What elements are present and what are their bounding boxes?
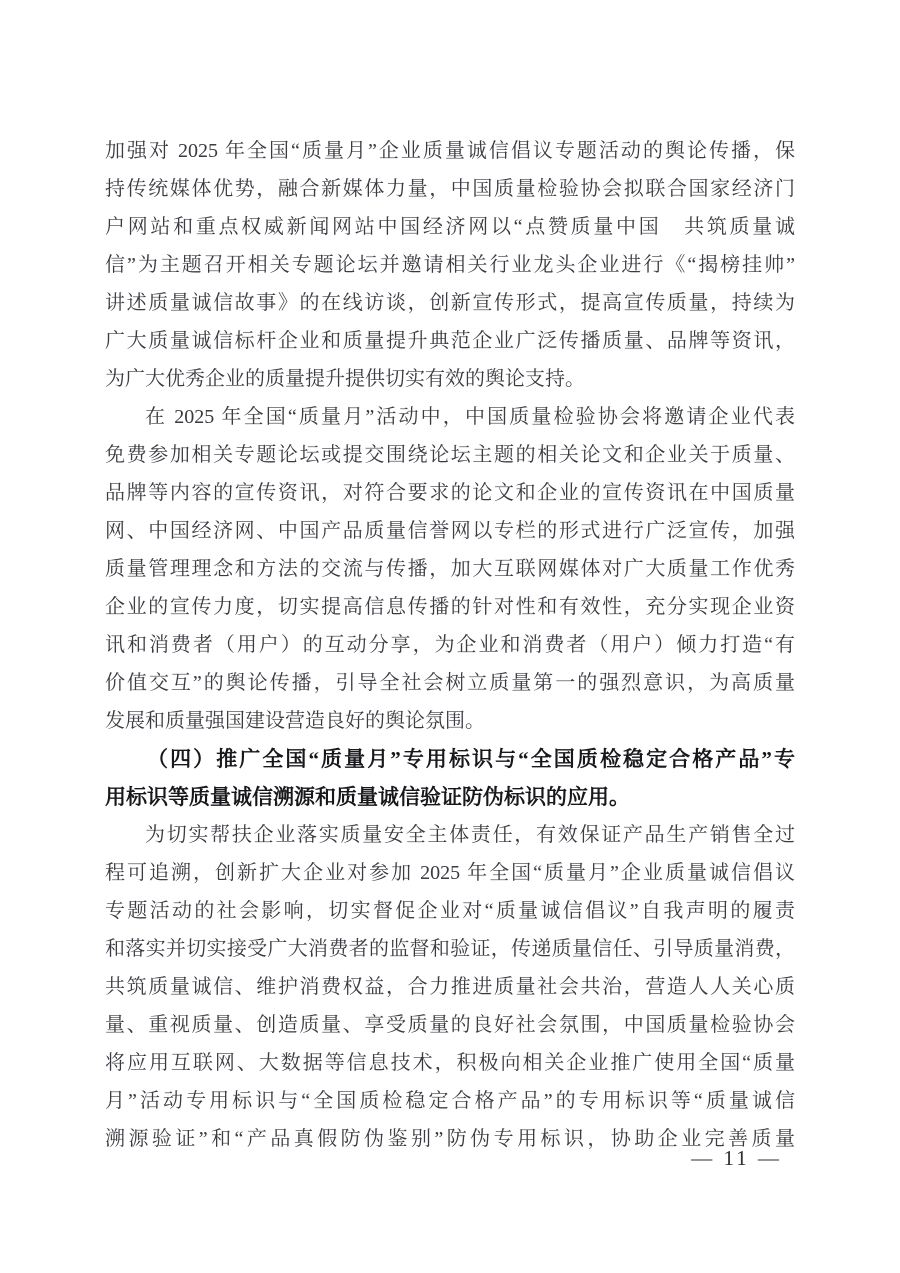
text-block <box>105 132 795 1158</box>
text-line: 广大质量诚信标杆企业和质量提升典范企业广泛传播质量、品牌等资讯， <box>105 330 795 352</box>
heading-section-4 <box>105 740 795 816</box>
text-line: 专题活动的社会影响，切实督促企业对“质量诚信倡议”自我声明的履责 <box>105 900 795 922</box>
text-line: 量、重视质量、创造质量、享受质量的良好社会氛围，中国质量检验协会 <box>105 1014 795 1036</box>
text-line: 将应用互联网、大数据等信息技术，积极向相关企业推广使用全国“质量 <box>105 1052 795 1074</box>
text-line: 加强对 2025 年全国“质量月”企业质量诚信倡议专题活动的舆论传播，保 <box>105 140 795 162</box>
text-line: 讯和消费者（用户）的互动分享，为企业和消费者（用户）倾力打造“有 <box>105 634 795 656</box>
text-line: 和落实并切实接受广大消费者的监督和验证，传递质量信任、引导质量消费， <box>105 938 795 960</box>
paragraph-1 <box>105 132 795 398</box>
paragraph-2 <box>105 398 795 740</box>
text-line: 在 2025 年全国“质量月”活动中，中国质量检验协会将邀请企业代表 <box>145 406 795 428</box>
page-number: — 11 — <box>691 1146 782 1170</box>
text-line: 持传统媒体优势，融合新媒体力量，中国质量检验协会拟联合国家经济门 <box>105 178 795 200</box>
text-line: 免费参加相关专题论坛或提交围绕论坛主题的相关论文和企业关于质量、 <box>105 444 795 466</box>
paragraph-3 <box>105 816 795 1158</box>
text-line: 价值交互”的舆论传播，引导全社会树立质量第一的强烈意识，为高质量 <box>105 672 795 694</box>
text-line: 月”活动专用标识与“全国质检稳定合格产品”的专用标识等“质量诚信 <box>105 1090 795 1112</box>
text-line: （四）推广全国“质量月”专用标识与“全国质检稳定合格产品”专 <box>147 747 795 771</box>
text-line: 企业的宣传力度，切实提高信息传播的针对性和有效性，充分实现企业资 <box>105 596 795 618</box>
text-line: 品牌等内容的宣传资讯，对符合要求的论文和企业的宣传资讯在中国质量 <box>105 482 795 504</box>
text-line: 共筑质量诚信、维护消费权益，合力推进质量社会共治，营造人人关心质 <box>105 976 795 998</box>
text-line: 溯源验证”和“产品真假防伪鉴别”防伪专用标识，协助企业完善质量 <box>105 1128 795 1150</box>
text-line: 质量管理理念和方法的交流与传播，加大互联网媒体对广大质量工作优秀 <box>105 558 795 580</box>
text-line: 网、中国经济网、中国产品质量信誉网以专栏的形式进行广泛宣传，加强 <box>105 520 795 542</box>
text-line: 为广大优秀企业的质量提升提供切实有效的舆论支持。 <box>105 368 585 390</box>
text-line: 为切实帮扶企业落实质量安全主体责任，有效保证产品生产销售全过 <box>145 824 795 846</box>
text-line: 用标识等质量诚信溯源和质量诚信验证防伪标识的应用。 <box>105 785 630 809</box>
text-line: 讲述质量诚信故事》的在线访谈，创新宣传形式，提高宣传质量，持续为 <box>105 292 795 314</box>
text-line: 程可追溯，创新扩大企业对参加 2025 年全国“质量月”企业质量诚信倡议 <box>105 862 795 884</box>
text-line: 发展和质量强国建设营造良好的舆论氛围。 <box>105 710 485 732</box>
text-line: 信”为主题召开相关专题论坛并邀请相关行业龙头企业进行《“揭榜挂帅” <box>105 254 795 276</box>
text-line: 户网站和重点权威新闻网站中国经济网以“点赞质量中国 共筑质量诚 <box>105 216 795 238</box>
